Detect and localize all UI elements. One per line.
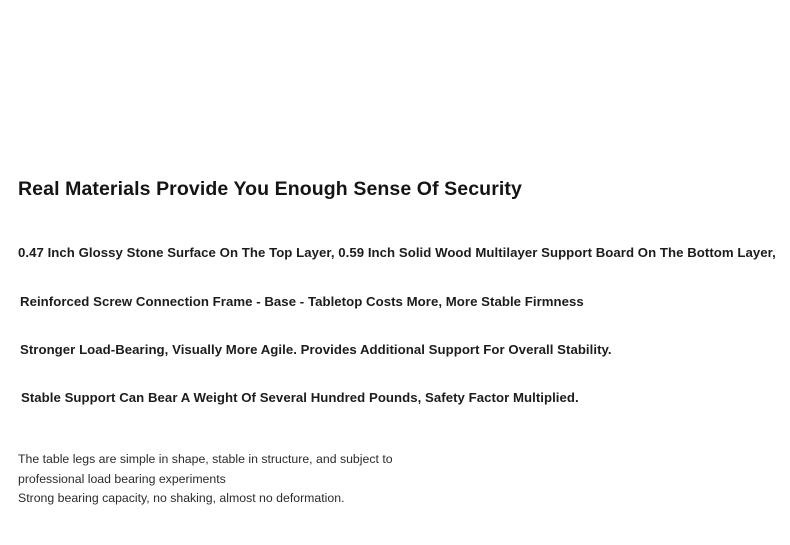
- list-item: Reinforced Screw Connection Frame - Base - Tabletop Costs More, More Stable Firmness: [20, 294, 584, 309]
- note-line: professional load bearing experiments: [18, 471, 226, 486]
- notes-block: [18, 450, 393, 509]
- list-item: 0.47 Inch Glossy Stone Surface On The Top Layer, 0.59 Inch Solid Wood Multilayer Support Board On The Bottom Layer,: [18, 245, 776, 260]
- note-line: The table legs are simple in shape, stable in structure, and subject to: [18, 452, 393, 466]
- note-line: Strong bearing capacity, no shaking, almost no deformation.: [18, 491, 345, 505]
- page-title: Real Materials Provide You Enough Sense Of Security: [18, 178, 522, 201]
- list-item: Stronger Load-Bearing, Visually More Agile. Provides Additional Support For Overall Stability.: [20, 342, 612, 357]
- list-item: Stable Support Can Bear A Weight Of Several Hundred Pounds, Safety Factor Multiplied.: [21, 390, 579, 405]
